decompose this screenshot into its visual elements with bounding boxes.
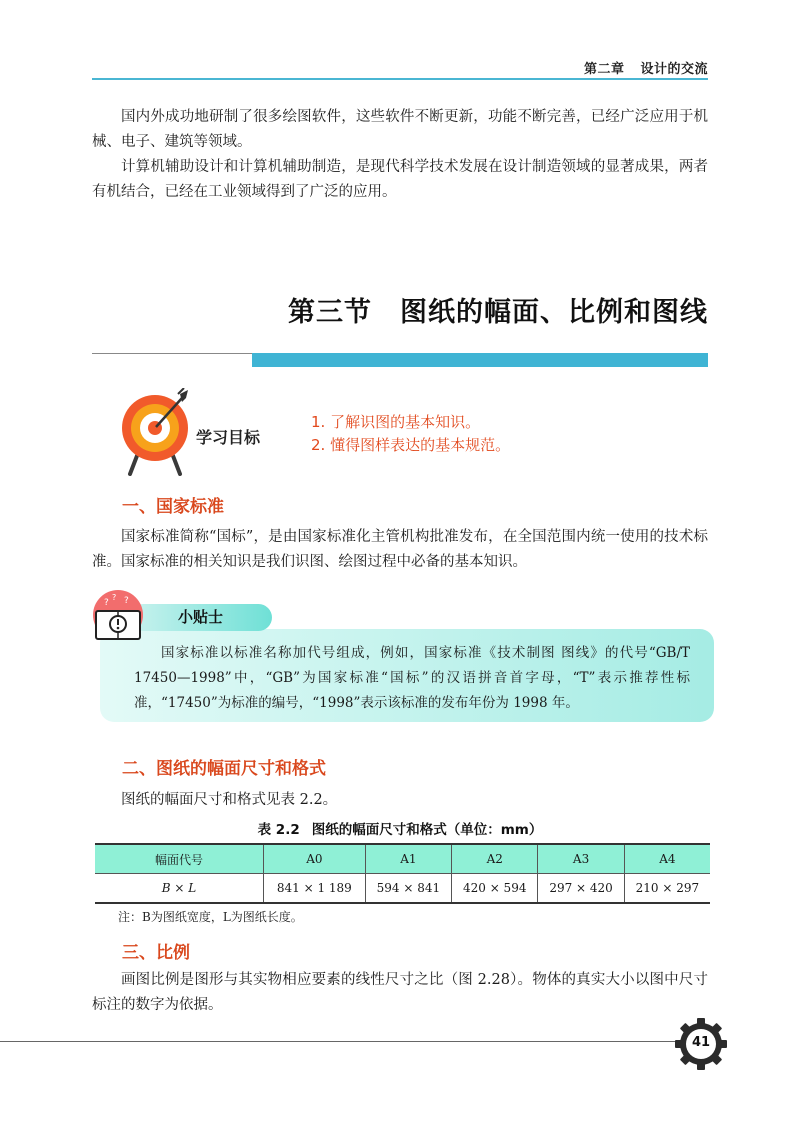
section-number: 第三节 — [288, 297, 372, 328]
footer-rule — [0, 1041, 690, 1042]
table-cell: 594 × 841 — [365, 874, 451, 904]
paragraph-cad-cam: 计算机辅助设计和计算机辅助制造，是现代科学技术发展在设计制造领域的显著成果，两者有机结合，已经在工业领域得到了广泛的应用。 — [92, 159, 708, 200]
objective-item: 1. 了解识图的基本知识。 — [311, 413, 481, 431]
svg-text:?: ? — [112, 593, 117, 602]
table-caption — [0, 818, 800, 838]
objectives-list — [311, 411, 510, 457]
svg-text:?: ? — [104, 598, 109, 608]
table-title: 图纸的幅面尺寸和格式（单位：mm） — [311, 822, 543, 838]
section-title — [288, 290, 708, 329]
heading-scale: 三、比例 — [122, 943, 190, 963]
table-header-cell: A0 — [264, 844, 366, 874]
table-number: 表 2.2 — [257, 822, 300, 838]
running-header — [584, 58, 708, 77]
objectives-label: 学习目标 — [196, 428, 261, 447]
heading-sheet-sizes: 二、图纸的幅面尺寸和格式 — [122, 759, 326, 779]
table-header-cell: A3 — [538, 844, 624, 874]
paragraph-software: 国内外成功地研制了很多绘图软件，这些软件不断更新，功能不断完善，已经广泛应用于机械、电子、建筑等领域。 — [92, 109, 708, 150]
table-header-row — [95, 844, 710, 874]
table-row — [95, 874, 710, 904]
table-header-cell: A4 — [624, 844, 710, 874]
table-cell: 210 × 297 — [624, 874, 710, 904]
header-rule — [92, 78, 708, 80]
tip-label: 小贴士 — [178, 608, 224, 626]
book-exclamation-icon — [90, 589, 146, 645]
tip-text: 国家标准以标准名称加代号组成，例如，国家标准《技术制图 图线》的代号“GB/T 17450—1998”中，“GB”为国家标准“国标”的汉语拼音首字母，“T”表示推荐性标准，“17450”为标准的编号，“1998”表示该标准的发布年份为 1998 年。 — [134, 645, 690, 711]
chapter-title: 设计的交流 — [640, 62, 708, 77]
table-header-cell: A1 — [365, 844, 451, 874]
sheet-size-table — [95, 843, 710, 904]
table-cell: 841 × 1 189 — [264, 874, 366, 904]
paragraph-sheet-sizes: 图纸的幅面尺寸和格式见表 2.2。 — [121, 792, 338, 808]
page-number: 41 — [691, 1035, 711, 1050]
table-header-cell: 幅面代号 — [95, 844, 264, 874]
paragraph-scale: 画图比例是图形与其实物相应要素的线性尺寸之比（图 2.28）。物体的真实大小以图中尺寸标注的数字为依据。 — [92, 972, 708, 1013]
svg-text:?: ? — [124, 596, 129, 606]
table-note: 注：B为图纸宽度，L为图纸长度。 — [118, 910, 303, 924]
title-rule-bar — [252, 353, 708, 367]
table-cell: 420 × 594 — [452, 874, 538, 904]
table-row-label: B × L — [95, 874, 264, 904]
section-title-text: 图纸的幅面、比例和图线 — [400, 297, 708, 328]
chapter-number: 第二章 — [583, 62, 625, 77]
target-arrow-icon — [118, 388, 192, 476]
title-rule-line — [92, 353, 252, 354]
table-cell: 297 × 420 — [538, 874, 624, 904]
paragraph-national-standard: 国家标准简称“国标”，是由国家标准化主管机构批准发布，在全国范围内统一使用的技术标准。国家标准的相关知识是我们识图、绘图过程中必备的基本知识。 — [92, 529, 708, 570]
table-header-cell: A2 — [452, 844, 538, 874]
heading-national-standard: 一、国家标准 — [122, 497, 224, 517]
objective-item: 2. 懂得图样表达的基本规范。 — [311, 436, 511, 454]
